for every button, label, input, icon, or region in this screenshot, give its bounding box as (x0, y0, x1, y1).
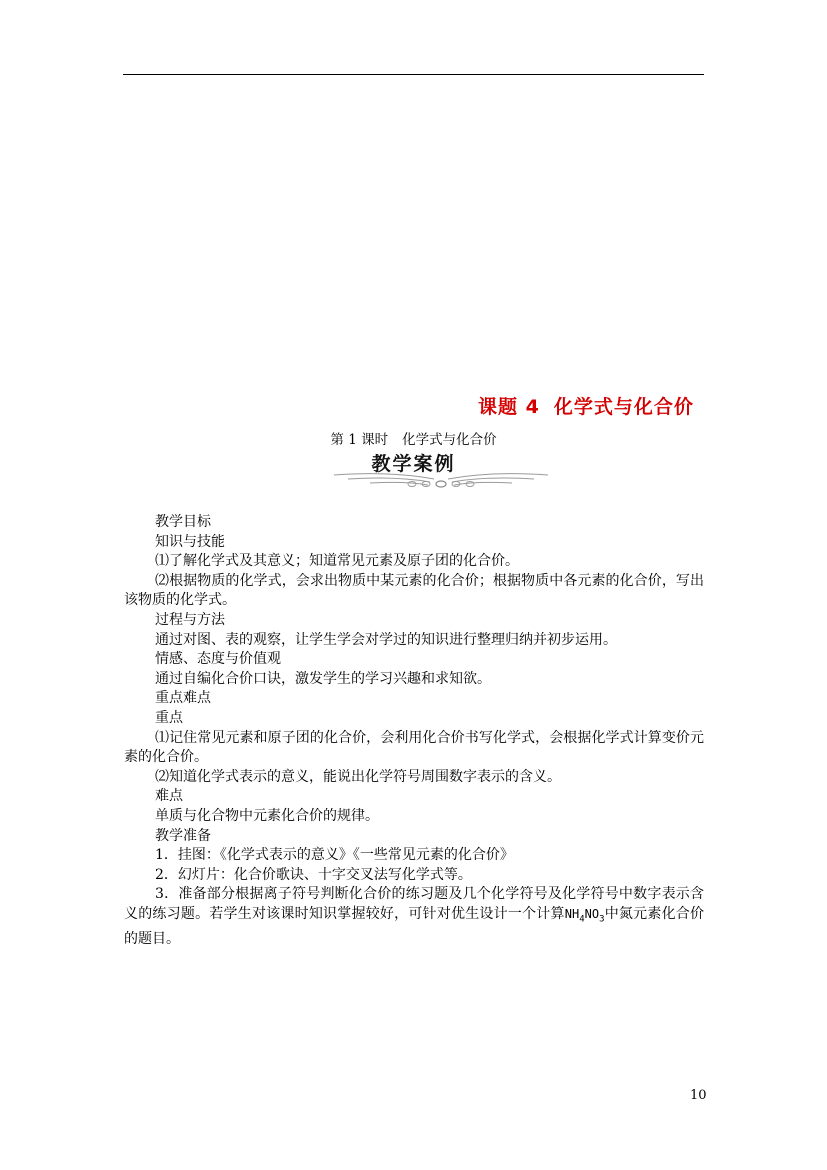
case-heading: 教学案例 (371, 453, 456, 475)
text-line-teaching-goals: 教学目标 (155, 514, 211, 530)
text-line-process-methods: 过程与方法 (155, 611, 225, 628)
lesson-title (478, 392, 694, 419)
text-line-goal-2: ⑵根据物质的化学式，会求出物质中某元素的化合价；根据物质中各元素的化合价，写出该物质的化学式。 (124, 572, 704, 609)
lesson-plan-body (124, 513, 704, 949)
text-line-attitude-values: 情感、态度与价值观 (155, 651, 281, 668)
formula-subscript-4: 4 (579, 914, 585, 925)
text-line-prep-2: 2．幻灯片：化合价歌诀、十字交叉法写化学式等。 (155, 866, 472, 883)
period-number: 第 1 课时 (330, 432, 389, 448)
text-line-prep-3 (124, 885, 704, 949)
lesson-topic: 化学式与化合价 (553, 396, 694, 418)
text-line-key-points: 重点 (155, 709, 183, 726)
text-line-key-difficult: 重点难点 (155, 690, 211, 707)
formula-part-no: NO (584, 906, 600, 921)
text-line-process-detail: 通过对图、表的观察，让学生学会对学过的知识进行整理归纳并初步运用。 (155, 631, 617, 648)
text-line-key-1: ⑴记住常见元素和原子团的化合价，会利用化合价书写化学式，会根据化学式计算变价元素的化合价。 (124, 729, 704, 766)
prep-3-text-after: 中氮元素化合价的题目。 (124, 905, 705, 947)
text-line-attitude-detail: 通过自编化合价口诀，激发学生的学习兴趣和求知欲。 (155, 670, 491, 687)
formula-part-nh: NH (564, 906, 580, 921)
text-line-prep-1: 1．挂图：《化学式表示的意义》《一些常见元素的化合价》 (155, 847, 514, 864)
text-line-difficult: 难点 (155, 788, 183, 805)
ornament-divider-icon (330, 470, 552, 490)
header-rule (123, 74, 704, 75)
chemical-formula (564, 906, 605, 925)
prep-3-text-before: 3．准备部分根据离子符号判断化合价的练习题及几个化学符号及化学符号中数字表示含义的练习题。若学生对该课时知识掌握较好，可针对优生设计一个计算 (124, 886, 704, 922)
text-line-knowledge-skills: 知识与技能 (155, 533, 225, 550)
page-number: 10 (690, 1088, 707, 1103)
text-line-goal-1: ⑴了解化学式及其意义；知道常见元素及原子团的化合价。 (155, 553, 519, 570)
formula-subscript-3: 3 (599, 914, 605, 925)
text-line-difficult-detail: 单质与化合物中元素化合价的规律。 (155, 807, 379, 824)
period-subtitle (0, 428, 827, 448)
text-line-key-2: ⑵知道化学式表示的意义，能说出化学符号周围数字表示的含义。 (155, 768, 561, 785)
lesson-number: 课题 4 (478, 396, 540, 418)
text-line-preparation: 教学准备 (155, 827, 211, 844)
period-topic: 化学式与化合价 (402, 432, 497, 448)
